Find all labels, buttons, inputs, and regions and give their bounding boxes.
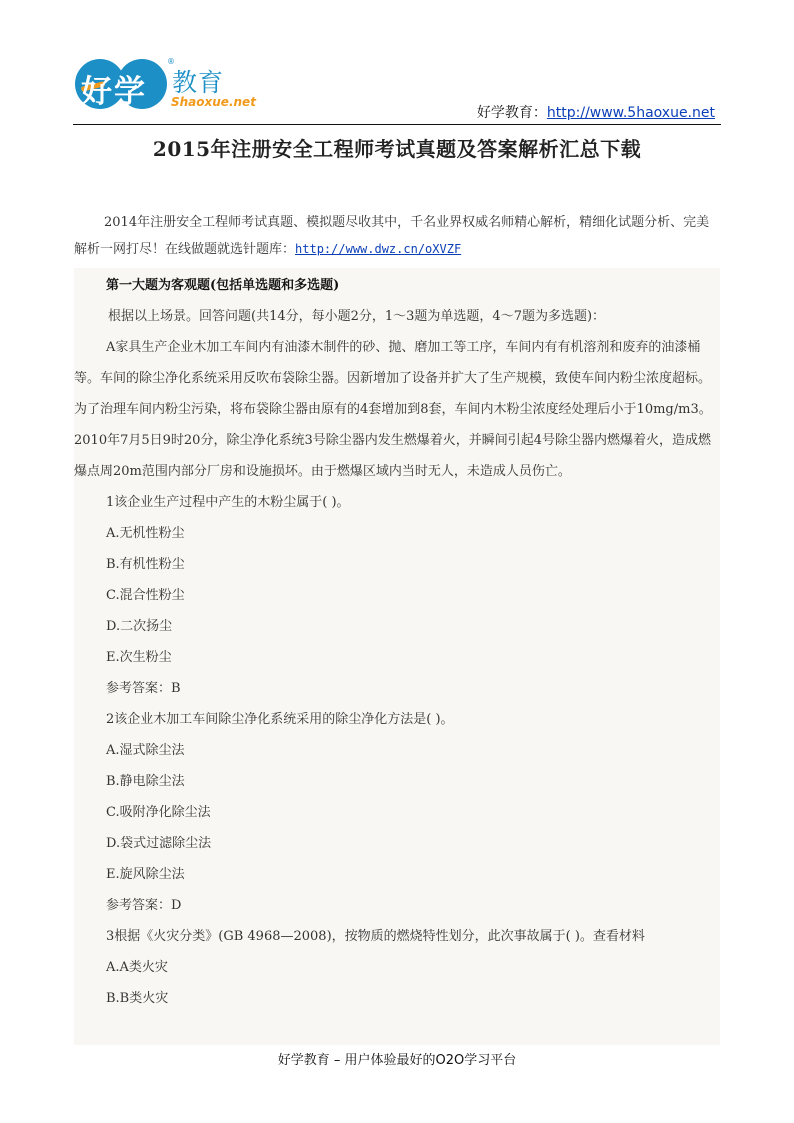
question-1-option-c: C.混合性粉尘 <box>106 588 185 603</box>
question-2-option-b: B.静电除尘法 <box>106 774 185 789</box>
question-1-option-a: A.无机性粉尘 <box>106 526 185 541</box>
header-divider <box>73 124 721 125</box>
logo-domain-text: Shaoxue.net <box>171 95 256 109</box>
logo-sub-text: 教育 <box>172 68 225 97</box>
document-title: 2015年注册安全工程师考试真题及答案解析汇总下载 <box>152 137 642 161</box>
intro-paragraph <box>74 210 720 263</box>
question-2-option-d: D.袋式过滤除尘法 <box>106 836 212 851</box>
question-1-stem: 1该企业生产过程中产生的木粉尘属于( )。 <box>106 495 350 510</box>
exam-content <box>74 268 720 1045</box>
question-2-option-c: C.吸附净化除尘法 <box>106 805 211 820</box>
question-2-option-a: A.湿式除尘法 <box>106 743 185 758</box>
scenario-paragraph: A家具生产企业木加工车间内有油漆木制件的砂、抛、磨加工等工序，车间内有有机溶剂和废弃的油漆桶等。车间的除尘净化系统采用反吹布袋除尘器。因新增加了设备并扩大了生产规模，致使车间内粉尘浓度超标。为了治理车间内粉尘污染，将布袋除尘器由原有的4套增加到8套，车间内木粉尘浓度经处理后小于10mg/m3。2010年7月5日9时20分，除尘净化系统3号除尘器内发生燃爆着火，并瞬间引起4号除尘器内燃爆着火，造成燃爆点周20m范围内部分厂房和设施损坏。由于燃爆区域内当时无人，未造成人员伤亡。 <box>74 340 712 479</box>
logo-main-text: 好学 <box>81 74 147 110</box>
registered-mark-icon: ® <box>167 57 175 66</box>
question-bank-link[interactable]: http://www.dwz.cn/oXVZF <box>295 242 462 256</box>
site-label: 好学教育： <box>476 105 547 121</box>
question-1-option-d: D.二次扬尘 <box>106 619 173 634</box>
question-3-stem: 3根据《火灾分类》(GB 4968—2008)，按物质的燃烧特性划分，此次事故属于( )。查看材料 <box>106 929 645 944</box>
site-url-link[interactable]: http://www.5haoxue.net <box>546 105 715 121</box>
question-1-option-b: B.有机性粉尘 <box>106 557 185 572</box>
site-link-block <box>477 102 715 122</box>
question-1-answer: 参考答案：B <box>106 681 181 696</box>
question-2-option-e: E.旋风除尘法 <box>106 867 185 882</box>
question-3-option-b: B.B类火灾 <box>106 991 169 1006</box>
page-header <box>73 52 721 122</box>
question-2-answer: 参考答案：D <box>106 898 182 913</box>
question-3-option-a: A.A类火灾 <box>106 960 168 975</box>
question-1-option-e: E.次生粉尘 <box>106 650 172 665</box>
lead-instructions: 根据以上场景。回答问题(共14分，每小题2分，1～3题为单选题，4～7题为多选题)： <box>108 309 606 324</box>
intro-text: 2014年注册安全工程师考试真题、模拟题尽收其中，千名业界权威名师精心解析，精细化试题分析、完美解析一网打尽！在线做题就选针题库： <box>74 215 710 257</box>
haoxue-logo[interactable] <box>75 57 256 112</box>
question-2-stem: 2该企业木加工车间除尘净化系统采用的除尘净化方法是( )。 <box>106 712 454 727</box>
section-heading: 第一大题为客观题(包括单选题和多选题) <box>106 278 340 293</box>
page-footer: 好学教育 – 用户体验最好的O2O学习平台 <box>277 1053 517 1068</box>
